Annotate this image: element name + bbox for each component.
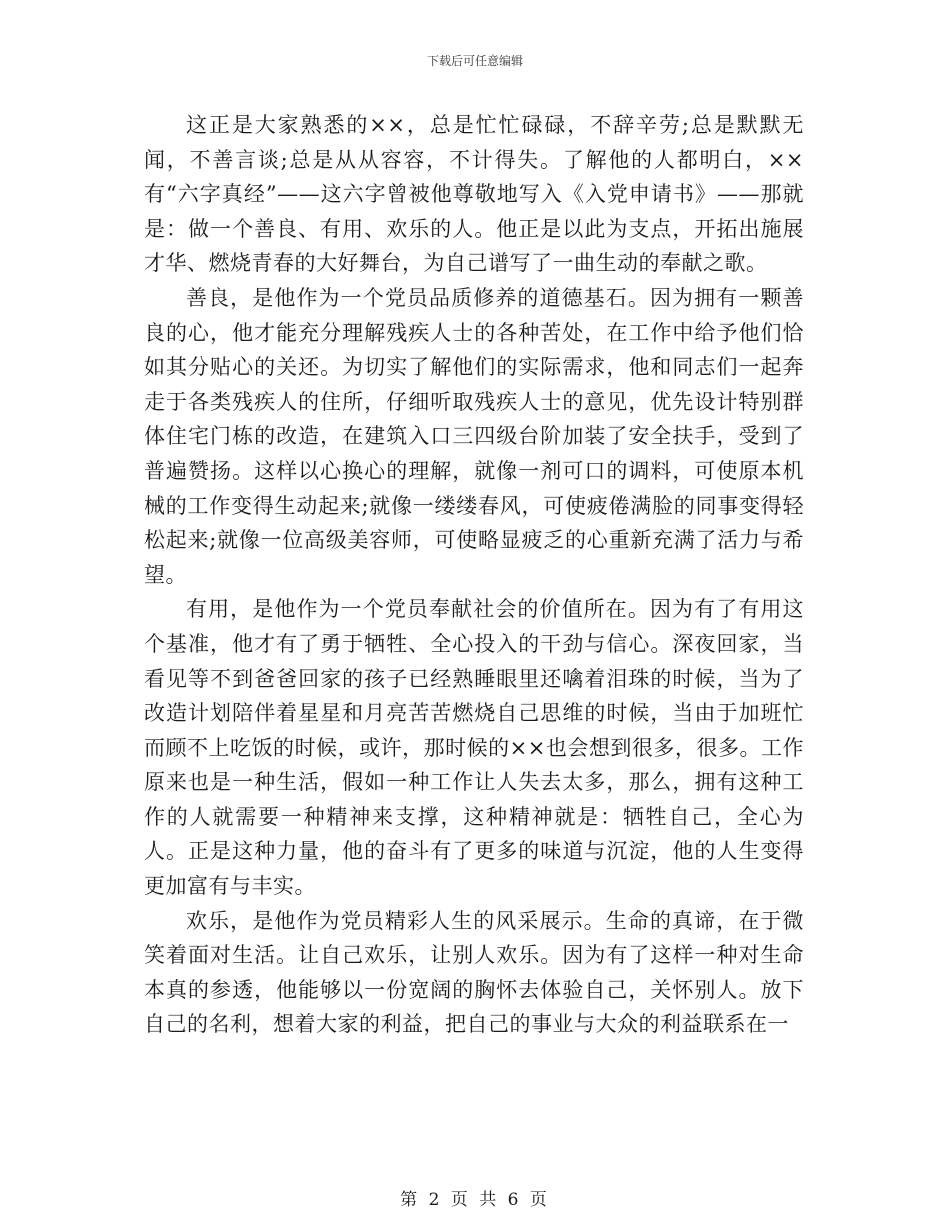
paragraph-1: 这正是大家熟悉的××，总是忙忙碌碌，不辞辛劳;总是默默无闻，不善言谈;总是从从容容，不计得失。了解他的人都明白，××有“六字真经”——这六字曾被他尊敬地写入《入党申请书》——那就是：做一个善良、有用、欢乐的人。他正是以此为支点，开拓出施展才华、燃烧青春的大好舞台，为自己谱写了一曲生动的奉献之歌。 [144,113,804,276]
page-header: 下载后可任意编辑 [426,54,523,68]
document-body [144,108,804,1042]
page-number-footer: 第 2 页 共 6 页 [400,1190,550,1210]
paragraph-3: 有用，是他作为一个党员奉献社会的价值所在。因为有了有用这个基准，他才有了勇于牺牲、全心投入的干劲与信心。深夜回家，当看见等不到爸爸回家的孩子已经熟睡眼里还噙着泪珠的时候，当为了改造计划陪伴着星星和月亮苦苦燃烧自己思维的时候，当由于加班忙而顾不上吃饭的时候，或许，那时候的××也会想到很多，很多。工作原来也是一种生活，假如一种工作让人失去太多，那么，拥有这种工作的人就需要一种精神来支撑，这种精神就是：牺牲自己，全心为人。正是这种力量，他的奋斗有了更多的味道与沉淀，他的人生变得更加富有与丰实。 [144,597,804,899]
paragraph-4: 欢乐，是他作为党员精彩人生的风采展示。生命的真谛，在于微笑着面对生活。让自己欢乐，让别人欢乐。因为有了这样一种对生命本真的参透，他能够以一份宽阔的胸怀去体验自己，关怀别人。放下自己的名利，想着大家的利益，把自己的事业与大众的利益联系在一 [144,908,804,1037]
paragraph-2: 善良，是他作为一个党员品质修养的道德基石。因为拥有一颗善良的心，他才能充分理解残疾人士的各种苦处，在工作中给予他们恰如其分贴心的关还。为切实了解他们的实际需求，他和同志们一起奔走于各类残疾人的住所，仔细听取残疾人士的意见，优先设计特别群体住宅门栋的改造，在建筑入口三四级台阶加装了安全扶手，受到了普遍赞扬。这样以心换心的理解，就像一剂可口的调料，可使原本机械的工作变得生动起来;就像一缕缕春风，可使疲倦满脸的同事变得轻松起来;就像一位高级美容师，可使略显疲乏的心重新充满了活力与希望。 [144,285,804,587]
